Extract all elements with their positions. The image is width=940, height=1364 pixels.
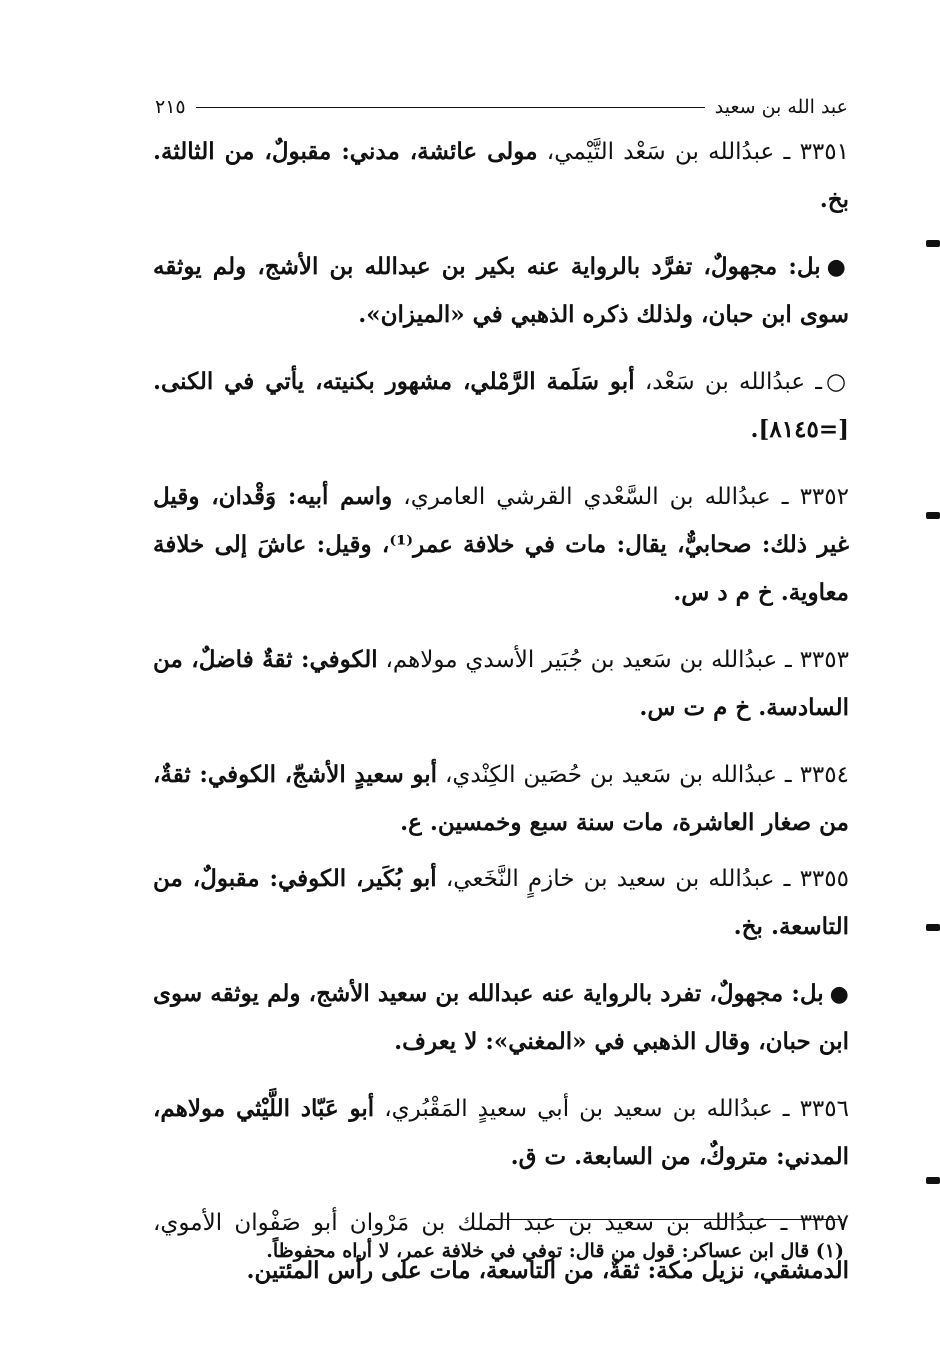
margin-mark: [926, 240, 940, 247]
margin-mark: [926, 1177, 940, 1184]
entry-codes: خ م د س.: [673, 579, 781, 606]
margin-mark: [926, 512, 940, 519]
entry-number: ٣٣٥٧ ـ: [768, 1210, 849, 1236]
entry-number: ٣٣٥١ ـ: [774, 139, 849, 165]
main-text: [153, 128, 849, 1295]
entry-codes: ت ق.: [510, 1143, 575, 1170]
entry-name: ـ عبدُالله بن سَعْد،: [634, 369, 823, 395]
entry-description: أبو سعيدٍ الأشجّ، الكوفي: ثقةٌ، من صغار العاشرة، مات سنة سبع وخمسين.: [153, 761, 849, 836]
entry-name: عبدُالله بن سَعْد التَّيْمي،: [537, 139, 775, 165]
entry-codes: بخ.: [733, 913, 771, 940]
comment-text: بل: مجهولٌ، تفرد بالرواية عنه عبدالله بن سعيد الأشج، ولم يوثقه سوى ابن حبان، وقال الذهبي في «المغني»: لا يعرف.: [153, 980, 849, 1055]
entry-3353: [153, 636, 849, 732]
running-title: عبد الله بن سعيد: [714, 96, 848, 118]
comment-text: بل: مجهولٌ، تفرَّد بالرواية عنه بكير بن عبدالله بن الأشج، ولم يوثقه سوى ابن حبان، ولذلك ذكره الذهبي في «الميزان».: [153, 253, 849, 328]
entry-name: عبدُالله بن سعيد بن أبي سعيدٍ المَقْبُري،: [374, 1096, 773, 1122]
entry-3352: [153, 473, 849, 617]
running-header: [155, 92, 848, 122]
entry-description: الكوفي: ثقةٌ فاضلٌ، من السادسة.: [153, 646, 849, 721]
entry-description: أبو سَلَمة الرَّمْلي، مشهور بكنيته، يأتي في الكنى.: [153, 368, 635, 395]
page-number: ٢١٥: [155, 96, 186, 118]
entry-number: ٣٣٥٣ ـ: [777, 647, 849, 673]
circle-icon: ○: [826, 369, 849, 395]
entry-description: الدمشقي، نزيل مكة: ثقةٌ، من التاسعة، مات على رأس المئتين.: [246, 1257, 849, 1284]
entry-description: أبو عَبّاد اللَّيْثي مولاهم، المدني: متروكٌ، من السابعة.: [153, 1095, 849, 1170]
entry-description: مولى عائشة، مدني: مقبولٌ، من الثالثة.: [153, 138, 538, 165]
editor-comment: [153, 970, 849, 1066]
entry-3354: [153, 751, 849, 847]
entry-3356: [153, 1085, 849, 1181]
entry-codes: [=٨١٤٥].: [750, 416, 849, 443]
entry-3355: [153, 855, 849, 951]
bullet-icon: ●: [826, 254, 849, 280]
footnote: (١) قال ابن عساكر: قول من قال: توفي في خلافة عمر، لا أراه محفوظاً.: [266, 1240, 844, 1262]
footnote-rule: [490, 1219, 842, 1220]
header-rule: [196, 107, 705, 108]
entry-codes: بخ.: [819, 186, 849, 213]
entry-name: عبدُالله بن سعيد بن خازمٍ النَّخَعي،: [436, 866, 775, 892]
entry-description: واسم أبيه: وَقْدان، وقيل غير ذلك: صحابيٌّ، يقال: مات في خلافة عمر⁽¹⁾، وقيل: عاشَ إلى خلافة معاوية.: [153, 483, 849, 606]
entry-name: عبدُالله بن سعيد بن عبد الملك بن مَرْوان أبو صَفْوان الأموي،: [153, 1210, 769, 1236]
entry-3351: [153, 128, 849, 224]
entry-codes: ع.: [400, 809, 430, 836]
entry-name: عبدُالله بن السَّعْدي القرشي العامري،: [392, 484, 771, 510]
entry-name: عبدُالله بن سَعيد بن حُصَين الكِنْدي،: [437, 762, 777, 788]
entry-number: ٣٣٥٦ ـ: [772, 1096, 849, 1122]
margin-mark: [926, 924, 940, 931]
bullet-icon: ●: [829, 981, 849, 1007]
entry-number: ٣٣٥٤ ـ: [776, 762, 849, 788]
entry-description: أبو بُكَير، الكوفي: مقبولٌ، من التاسعة.: [153, 865, 849, 940]
editor-comment: [153, 243, 849, 339]
entry-codes: خ م ت س.: [639, 694, 759, 721]
entry-number: ٣٣٥٥ ـ: [774, 866, 849, 892]
entry-name: عبدُالله بن سَعيد بن جُبَير الأسدي مولاهم،: [377, 647, 778, 673]
entry-number: ٣٣٥٢ ـ: [770, 484, 849, 510]
cross-reference-entry: [153, 358, 849, 454]
